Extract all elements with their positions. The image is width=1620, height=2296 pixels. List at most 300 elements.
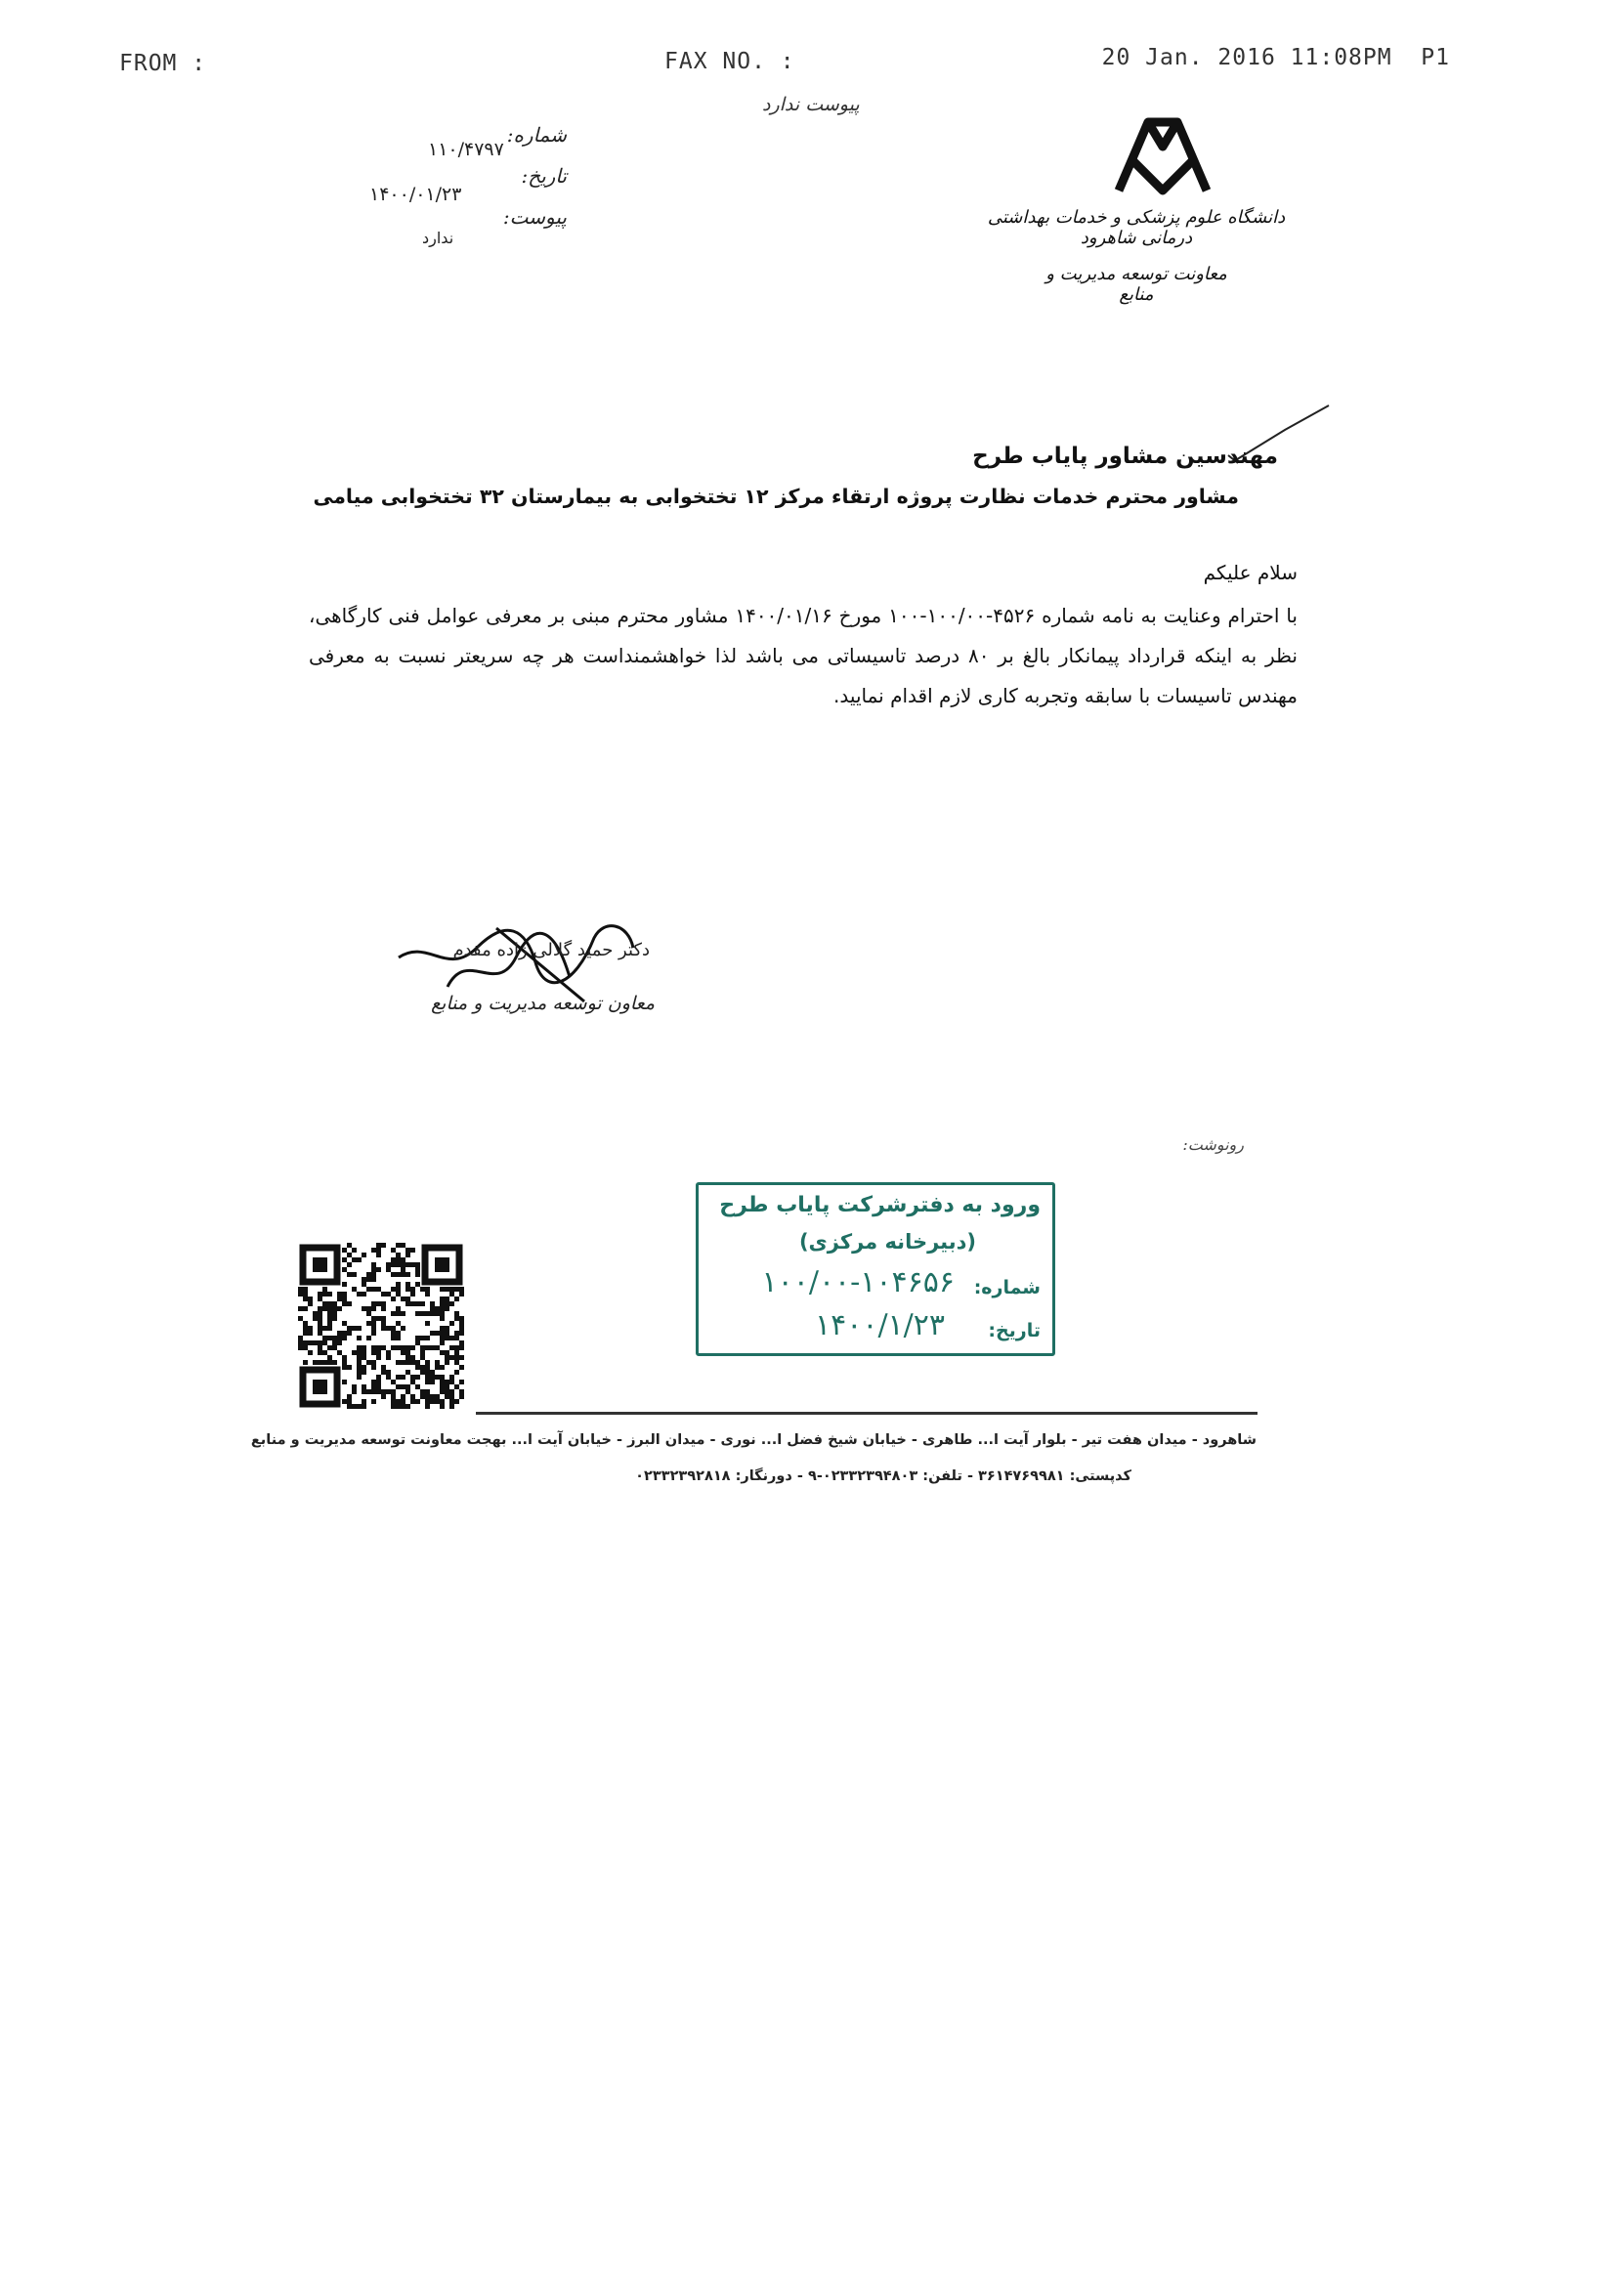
qr-module (342, 1292, 347, 1297)
qr-module (449, 1287, 454, 1292)
qr-module (445, 1301, 449, 1306)
qr-module (357, 1336, 362, 1340)
qr-module (337, 1297, 342, 1301)
qr-module (381, 1370, 386, 1375)
qr-module (371, 1365, 376, 1370)
qr-module (362, 1253, 366, 1257)
stamp-title: ورود به دفترشرکت پایاب طرح (719, 1193, 1041, 1217)
qr-module (459, 1316, 464, 1321)
qr-module (391, 1394, 396, 1399)
qr-module (327, 1301, 332, 1306)
qr-module (332, 1360, 337, 1365)
qr-module (449, 1394, 454, 1399)
qr-module (445, 1297, 449, 1301)
top-handwritten-mark: پیوست ندارد (762, 94, 860, 115)
qr-module (386, 1375, 391, 1380)
qr-module (396, 1292, 401, 1297)
qr-module (440, 1350, 445, 1355)
qr-module (303, 1360, 308, 1365)
qr-module (298, 1345, 303, 1350)
qr-module (366, 1287, 371, 1292)
qr-module (425, 1345, 430, 1350)
qr-module (376, 1301, 381, 1306)
qr-module (454, 1297, 459, 1301)
qr-module (376, 1384, 381, 1389)
qr-module (405, 1360, 410, 1365)
qr-module (449, 1345, 454, 1350)
qr-module (415, 1301, 420, 1306)
qr-module (445, 1389, 449, 1394)
qr-module (362, 1292, 366, 1297)
qr-module (362, 1404, 366, 1409)
qr-module (430, 1399, 435, 1404)
qr-module (366, 1311, 371, 1316)
qr-module (445, 1287, 449, 1292)
qr-module (430, 1306, 435, 1311)
qr-module (425, 1394, 430, 1399)
qr-module (396, 1272, 401, 1277)
qr-module (371, 1248, 376, 1253)
qr-module (381, 1306, 386, 1311)
qr-module (298, 1316, 303, 1321)
qr-module (420, 1394, 425, 1399)
qr-module (420, 1365, 425, 1370)
qr-module (318, 1350, 322, 1355)
qr-module (454, 1370, 459, 1375)
qr-module (396, 1321, 401, 1326)
qr-module (449, 1404, 454, 1409)
qr-module (396, 1287, 401, 1292)
qr-module (396, 1375, 401, 1380)
qr-module (332, 1316, 337, 1321)
qr-module (366, 1321, 371, 1326)
qr-module (391, 1297, 396, 1301)
qr-module (420, 1345, 425, 1350)
qr-module (298, 1287, 303, 1292)
qr-module (401, 1384, 405, 1389)
qr-module (327, 1345, 332, 1350)
qr-module (440, 1306, 445, 1311)
qr-module (386, 1326, 391, 1331)
qr-module (322, 1306, 327, 1311)
qr-module (405, 1248, 410, 1253)
qr-module (386, 1267, 391, 1272)
qr-module (445, 1355, 449, 1360)
qr-module (410, 1345, 415, 1350)
qr-module (342, 1355, 347, 1360)
qr-module (298, 1340, 303, 1345)
reference-number-value: ۱۱۰/۴۷۹۷ (428, 139, 504, 160)
qr-module (440, 1297, 445, 1301)
qr-module (371, 1350, 376, 1355)
qr-module (396, 1257, 401, 1262)
qr-module (435, 1306, 440, 1311)
qr-module (445, 1394, 449, 1399)
qr-module (405, 1404, 410, 1409)
qr-module (381, 1243, 386, 1248)
qr-module (410, 1262, 415, 1267)
qr-module (449, 1336, 454, 1340)
qr-module (410, 1355, 415, 1360)
qr-module (405, 1253, 410, 1257)
qr-module (381, 1394, 386, 1399)
qr-module (371, 1326, 376, 1331)
qr-module (425, 1287, 430, 1292)
qr-module (445, 1306, 449, 1311)
qr-module (352, 1404, 357, 1409)
qr-module (435, 1399, 440, 1404)
qr-module (405, 1370, 410, 1375)
qr-module (454, 1360, 459, 1365)
qr-module (342, 1282, 347, 1287)
qr-module (445, 1380, 449, 1384)
qr-module (445, 1350, 449, 1355)
footer-contact: کدپستی: ۳۶۱۴۷۶۹۹۸۱ - تلفن: ۰۲۳۳۲۳۹۴۸۰۳-۹ - دورنگار: ۰۲۳۳۲۳۹۲۸۱۸ (635, 1468, 1131, 1484)
qr-module (386, 1292, 391, 1297)
qr-module (376, 1350, 381, 1355)
qr-module (327, 1326, 332, 1331)
qr-module (357, 1370, 362, 1375)
qr-module (342, 1399, 347, 1404)
qr-module (420, 1350, 425, 1355)
qr-module (449, 1399, 454, 1404)
qr-module (391, 1345, 396, 1350)
qr-module (396, 1253, 401, 1257)
qr-module (371, 1267, 376, 1272)
qr-module (347, 1253, 352, 1257)
qr-module (347, 1243, 352, 1248)
qr-module (318, 1321, 322, 1326)
qr-module (308, 1301, 313, 1306)
qr-module (352, 1272, 357, 1277)
qr-module (386, 1262, 391, 1267)
qr-module (435, 1311, 440, 1316)
qr-module (327, 1311, 332, 1316)
qr-module (327, 1316, 332, 1321)
qr-module (342, 1380, 347, 1384)
qr-module (362, 1350, 366, 1355)
qr-module (352, 1389, 357, 1394)
qr-module (352, 1248, 357, 1253)
qr-module (347, 1326, 352, 1331)
fax-page-number: P1 (1421, 45, 1450, 70)
qr-module (342, 1257, 347, 1262)
university-logo-icon (1109, 103, 1216, 200)
footer-address: شاهرود - میدان هفت تیر - بلوار آیت ا... طاهری - خیابان شیخ فضل ا... نوری - میدان البرز - خیابان آیت ا... بهجت معاونت توسعه مدیریت و منابع (250, 1432, 1257, 1448)
qr-module (371, 1384, 376, 1389)
qr-module (449, 1389, 454, 1394)
qr-module (396, 1345, 401, 1350)
qr-module (391, 1262, 396, 1267)
qr-module (327, 1321, 332, 1326)
qr-module (318, 1331, 322, 1336)
qr-module (430, 1311, 435, 1316)
qr-module (308, 1297, 313, 1301)
reference-attachment-value: ندارد (422, 229, 454, 247)
qr-module (440, 1311, 445, 1316)
qr-module (352, 1287, 357, 1292)
qr-module (362, 1384, 366, 1389)
reference-attachment-label: پیوست: (502, 205, 567, 229)
qr-module (396, 1384, 401, 1389)
qr-module (352, 1384, 357, 1389)
qr-module (371, 1277, 376, 1282)
qr-module (322, 1301, 327, 1306)
qr-module (303, 1326, 308, 1331)
qr-module (366, 1277, 371, 1282)
qr-module (381, 1326, 386, 1331)
qr-module (420, 1336, 425, 1340)
qr-module (420, 1389, 425, 1394)
qr-module (347, 1301, 352, 1306)
qr-module (391, 1380, 396, 1384)
qr-module (454, 1311, 459, 1316)
qr-module (405, 1389, 410, 1394)
qr-module (376, 1287, 381, 1292)
qr-module (366, 1389, 371, 1394)
qr-module (303, 1340, 308, 1345)
qr-module (405, 1345, 410, 1350)
qr-module (376, 1248, 381, 1253)
qr-module (420, 1355, 425, 1360)
stamp-number-label: شماره: (973, 1277, 1041, 1298)
qr-module (440, 1287, 445, 1292)
qr-module (376, 1380, 381, 1384)
qr-module (454, 1316, 459, 1321)
qr-module (371, 1360, 376, 1365)
qr-module (401, 1257, 405, 1262)
qr-module (303, 1292, 308, 1297)
qr-module (405, 1262, 410, 1267)
qr-module (391, 1326, 396, 1331)
qr-module (386, 1355, 391, 1360)
qr-module (342, 1365, 347, 1370)
qr-module (430, 1375, 435, 1380)
qr-module (425, 1370, 430, 1375)
qr-module (376, 1243, 381, 1248)
qr-module (332, 1306, 337, 1311)
qr-module (298, 1336, 303, 1340)
qr-module (313, 1316, 318, 1321)
qr-module (454, 1345, 459, 1350)
qr-module (318, 1297, 322, 1301)
qr-module (371, 1301, 376, 1306)
qr-module (327, 1355, 332, 1360)
qr-module (415, 1365, 420, 1370)
qr-module (362, 1365, 366, 1370)
qr-module (298, 1292, 303, 1297)
qr-module (396, 1262, 401, 1267)
qr-module (396, 1404, 401, 1409)
qr-module (405, 1297, 410, 1301)
qr-module (454, 1331, 459, 1336)
qr-module (440, 1326, 445, 1331)
qr-module (322, 1350, 327, 1355)
qr-module (357, 1257, 362, 1262)
qr-module (396, 1243, 401, 1248)
qr-module (449, 1375, 454, 1380)
qr-module (298, 1306, 303, 1311)
qr-module (396, 1331, 401, 1336)
qr-module (303, 1321, 308, 1326)
qr-module (362, 1306, 366, 1311)
qr-module (371, 1316, 376, 1321)
qr-module (337, 1306, 342, 1311)
qr-module (401, 1360, 405, 1365)
qr-module (318, 1306, 322, 1311)
qr-module (362, 1277, 366, 1282)
qr-module (401, 1326, 405, 1331)
qr-module (405, 1287, 410, 1292)
qr-module (318, 1311, 322, 1316)
qr-module (435, 1360, 440, 1365)
qr-module (435, 1331, 440, 1336)
qr-module (410, 1248, 415, 1253)
qr-module (366, 1306, 371, 1311)
qr-module (396, 1336, 401, 1340)
qr-module (357, 1292, 362, 1297)
qr-module (337, 1340, 342, 1345)
qr-module (449, 1355, 454, 1360)
fax-number-label: FAX NO. : (664, 49, 795, 74)
letter-greeting: سلام علیکم (1203, 561, 1298, 584)
qr-module (401, 1243, 405, 1248)
qr-module (303, 1306, 308, 1311)
qr-module (454, 1336, 459, 1340)
qr-module (362, 1345, 366, 1350)
qr-module (342, 1267, 347, 1272)
qr-module (318, 1340, 322, 1345)
qr-module (376, 1345, 381, 1350)
qr-module (322, 1326, 327, 1331)
qr-module (313, 1340, 318, 1345)
qr-module (420, 1301, 425, 1306)
stamp-number-value: ۱۰۰/۰۰-۱۰۴۶۵۶ (761, 1265, 955, 1299)
qr-module (415, 1336, 420, 1340)
qr-module (313, 1311, 318, 1316)
qr-module (430, 1345, 435, 1350)
reference-block (352, 115, 586, 252)
qr-module (425, 1321, 430, 1326)
qr-module (347, 1404, 352, 1409)
qr-module (391, 1399, 396, 1404)
qr-module (381, 1316, 386, 1321)
qr-module (327, 1306, 332, 1311)
qr-module (396, 1282, 401, 1287)
qr-module (405, 1350, 410, 1355)
qr-module (459, 1389, 464, 1394)
qr-module (308, 1340, 313, 1345)
qr-module (410, 1292, 415, 1297)
qr-module (415, 1360, 420, 1365)
qr-module (357, 1365, 362, 1370)
qr-module (318, 1326, 322, 1331)
qr-module (420, 1311, 425, 1316)
qr-module (352, 1257, 357, 1262)
qr-module (430, 1301, 435, 1306)
qr-module (332, 1345, 337, 1350)
qr-module (342, 1331, 347, 1336)
qr-module (376, 1375, 381, 1380)
qr-module (410, 1399, 415, 1404)
qr-module (347, 1262, 352, 1267)
qr-module (401, 1262, 405, 1267)
qr-module (401, 1272, 405, 1277)
qr-module (440, 1375, 445, 1380)
qr-module (313, 1360, 318, 1365)
qr-module (352, 1350, 357, 1355)
qr-module (425, 1399, 430, 1404)
qr-module (371, 1287, 376, 1292)
qr-module (366, 1272, 371, 1277)
qr-module (357, 1350, 362, 1355)
qr-module (454, 1399, 459, 1404)
qr-module (352, 1326, 357, 1331)
qr-module (347, 1365, 352, 1370)
received-stamp (696, 1182, 1055, 1356)
qr-module (386, 1370, 391, 1375)
qr-module (410, 1375, 415, 1380)
qr-module (401, 1311, 405, 1316)
signer-name: دکتر حمید گلالی زاده مقدم (452, 940, 650, 960)
qr-module (308, 1350, 313, 1355)
qr-module (342, 1336, 347, 1340)
qr-module (410, 1380, 415, 1384)
fax-from-label: FROM : (119, 51, 207, 76)
qr-module (391, 1311, 396, 1316)
qr-module (454, 1287, 459, 1292)
qr-module (459, 1331, 464, 1336)
qr-module (445, 1384, 449, 1389)
qr-module (430, 1394, 435, 1399)
qr-module (440, 1380, 445, 1384)
qr-module (435, 1394, 440, 1399)
letter-body: با احترام وعنایت به نامه شماره ۴۵۲۶-۱۰۰/۰۰-۱۰۰ مورخ ۱۴۰۰/۰۱/۱۶ مشاور محترم مبنی بر معرفی عوامل فنی کارگاهی، نظر به اینکه قرارداد پیمانکار بالغ بر ۸۰ درصد تاسیساتی می باشد لذا خواهشمنداست هر چه سریعتر نسبت به معرفی مهندس تاسیسات با سابقه وتجربه کاری لازم اقدام نمایید. (309, 604, 1298, 707)
qr-module (366, 1360, 371, 1365)
qr-module (376, 1355, 381, 1360)
qr-module (440, 1384, 445, 1389)
qr-module (440, 1336, 445, 1340)
qr-module (357, 1360, 362, 1365)
qr-module (440, 1389, 445, 1394)
fax-datetime (1102, 45, 1450, 70)
qr-module (430, 1370, 435, 1375)
qr-module (303, 1331, 308, 1336)
qr-module (322, 1340, 327, 1345)
qr-module (401, 1297, 405, 1301)
qr-module (371, 1321, 376, 1326)
reference-number-label: شماره: (506, 123, 567, 147)
qr-module (347, 1331, 352, 1336)
qr-module (391, 1287, 396, 1292)
qr-module (327, 1360, 332, 1365)
stamp-subtitle: (دبیرخانه مرکزی) (798, 1230, 976, 1254)
qr-module (430, 1380, 435, 1384)
qr-module (347, 1272, 352, 1277)
qr-module (430, 1331, 435, 1336)
qr-module (410, 1301, 415, 1306)
qr-module (332, 1336, 337, 1340)
qr-module (386, 1350, 391, 1355)
qr-module (396, 1306, 401, 1311)
letter-subject: مشاور محترم خدمات نظارت پروژه ارتقاء مرکز ۱۲ تختخوابی به بیمارستان ۳۲ تختخوابی میامی (313, 485, 1239, 508)
qr-module (440, 1331, 445, 1336)
footer-divider (476, 1412, 1258, 1415)
qr-module (391, 1336, 396, 1340)
qr-module (327, 1292, 332, 1297)
qr-module (396, 1311, 401, 1316)
qr-module (371, 1272, 376, 1277)
